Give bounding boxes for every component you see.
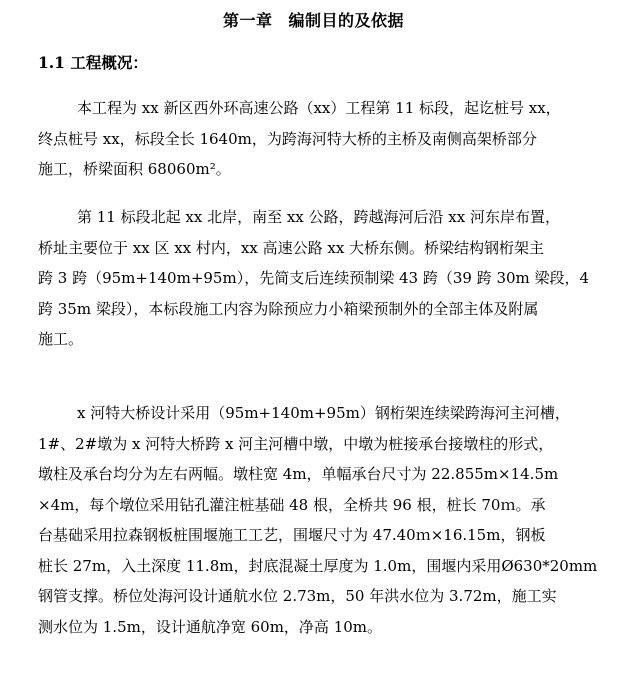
paragraph-line: 第 11 标段北起 xx 北岸，南至 xx 公路，跨越海河后沿 xx 河东岸布置， — [62, 208, 560, 226]
paragraph-line: 本工程为 xx 新区西外环高速公路（xx）工程第 11 标段，起讫桩号 xx， — [62, 99, 561, 117]
chapter-name: 编制目的及依据 — [288, 11, 405, 30]
paragraph-line: 台基础采用拉森钢板桩围堰施工工艺，围堰尺寸为 47.40ｍ×16.15m，钢板 — [38, 526, 546, 544]
paragraph-line: 施工，桥梁面积 68060m²。 — [38, 160, 231, 178]
paragraph-line: 施工。 — [38, 330, 84, 348]
paragraph-line: 终点桩号 xx，标段全长 1640m，为跨海河特大桥的主桥及南侧高架桥部分 — [38, 129, 537, 148]
section-heading: 1.1 工程概况： — [38, 53, 148, 72]
paragraph-line: 桩长 27m，入土深度 11.8m，封底混凝土厚度为 1.0m，围堰内采用Ø630*20mm — [38, 556, 598, 575]
paragraph-section-scope — [38, 202, 590, 355]
chapter-number: 第一章 — [222, 11, 273, 30]
paragraph-line: 桥址主要位于 xx 区 xx 村内，xx 高速公路 xx 大桥东侧。桥梁结构钢桁架主 — [38, 238, 545, 257]
paragraph-line: 墩柱及承台均分为左右两幅。墩柱宽 4m，单幅承台尺寸为 22.855m×14.5m — [38, 465, 559, 483]
paragraph-line: x 河特大桥设计采用（95m+140m+95m）钢桁架连续梁跨海河主河槽， — [62, 404, 570, 422]
paragraph-bridge-design — [38, 398, 598, 642]
paragraph-line: 跨 3 跨（95m+140m+95m），先简支后连续预制梁 43 跨（39 跨 30m 梁段，4 — [38, 269, 590, 287]
paragraph-line: 跨 35m 梁段），本标段施工内容为除预应力小箱梁预制外的全部主体及附属 — [38, 299, 539, 318]
chapter-title — [0, 8, 627, 31]
paragraph-line: 1#、2#墩为 x 河特大桥跨 x 河主河槽中墩，中墩为桩接承台接墩柱的形式， — [38, 434, 554, 453]
paragraph-line: 测水位为 1.5m，设计通航净宽 60m，净高 10m。 — [38, 617, 383, 636]
paragraph-project-overview — [38, 93, 582, 185]
paragraph-line: 钢管支撑。桥位处海河设计通航水位 2.73m，50 年洪水位为 3.72m，施工实 — [38, 587, 557, 605]
paragraph-line: ×4m，每个墩位采用钻孔灌注桩基础 48 根，全桥共 96 根，桩长 70ｍ。承 — [38, 495, 546, 514]
